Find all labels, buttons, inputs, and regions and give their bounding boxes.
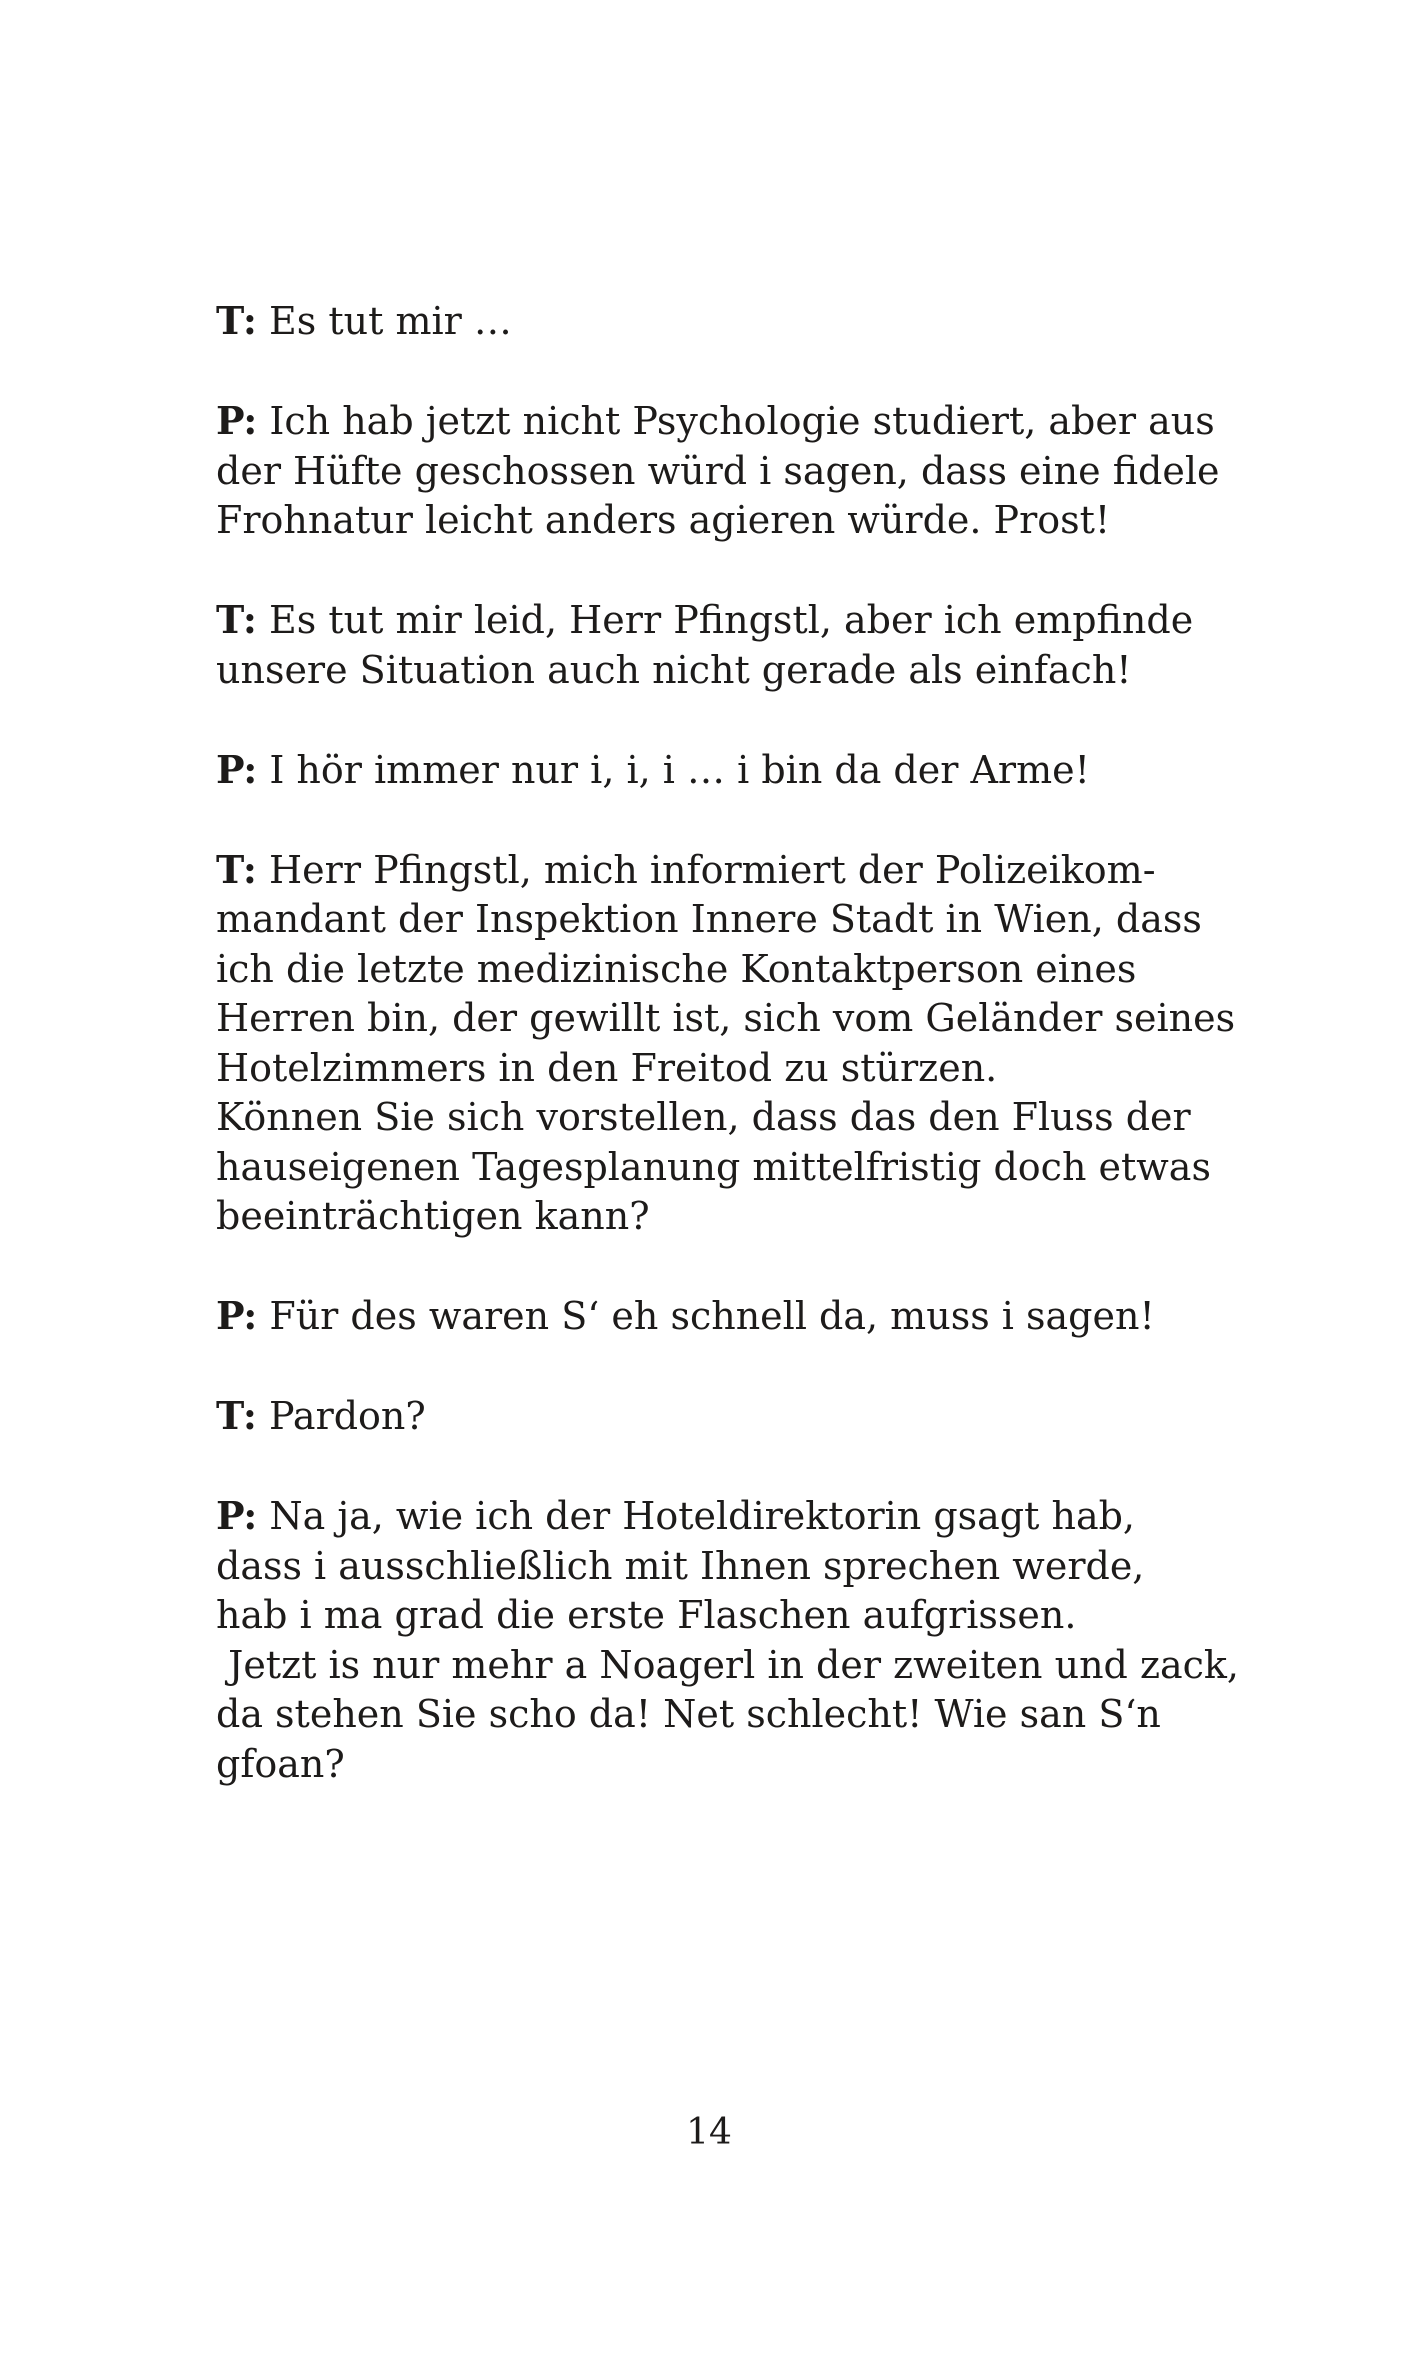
dialogue-line: ich die letzte medizinische Kontaktperson eines xyxy=(216,946,1137,991)
dialogue-line: gfoan? xyxy=(216,1741,345,1786)
dialogue-line: Frohnatur leicht anders agieren würde. Prost! xyxy=(216,498,1111,542)
speaker-label: P: xyxy=(216,1493,258,1538)
page-number: 14 xyxy=(686,2112,732,2153)
dialogue-paragraph xyxy=(216,745,1236,796)
dialogue-line: dass i ausschließlich mit Ihnen sprechen werde, xyxy=(216,1543,1145,1588)
dialogue-line xyxy=(216,296,1236,347)
line-text: Na ja, wie ich der Hoteldirektorin gsagt hab, xyxy=(269,1494,1136,1538)
dialogue-text xyxy=(216,296,1240,1839)
line-text: Es tut mir leid, Herr Pfingstl, aber ich empfinde xyxy=(269,598,1194,642)
dialogue-line: der Hüfte geschossen würd i sagen, dass eine fidele xyxy=(216,448,1220,493)
dialogue-line xyxy=(216,595,1236,646)
dialogue-line xyxy=(216,1291,1236,1342)
dialogue-paragraph xyxy=(216,595,1236,695)
line-text: Herr Pfingstl, mich informiert der Polizeikom- xyxy=(269,847,1156,892)
line-text: Für des waren S‘ eh schnell da, muss i sagen! xyxy=(269,1294,1155,1338)
dialogue-line: Hotelzimmers in den Freitod zu stürzen. xyxy=(216,1045,998,1090)
speaker-label: T: xyxy=(216,846,257,892)
dialogue-paragraph xyxy=(216,845,1236,1242)
speaker-label: P: xyxy=(216,1293,258,1338)
dialogue-line xyxy=(216,1491,1236,1542)
dialogue-line: Jetzt is nur mehr a Noagerl in der zweiten und zack, xyxy=(216,1642,1240,1687)
speaker-label: P: xyxy=(216,398,258,443)
dialogue-line xyxy=(216,1391,1236,1442)
speaker-label: T: xyxy=(216,1393,257,1438)
dialogue-line: hauseigenen Tagesplanung mittelfristig doch etwas xyxy=(216,1144,1211,1189)
speaker-label: T: xyxy=(216,597,257,642)
dialogue-line xyxy=(216,745,1236,796)
dialogue-line: beeinträchtigen kann? xyxy=(216,1194,650,1238)
dialogue-line: unsere Situation auch nicht gerade als einfach! xyxy=(216,647,1132,692)
dialogue-line xyxy=(216,845,1236,896)
dialogue-line: Herren bin, der gewillt ist, sich vom Geländer seines xyxy=(216,996,1236,1040)
dialogue-line xyxy=(216,396,1236,447)
dialogue-paragraph xyxy=(216,396,1236,546)
line-text: I hör immer nur i, i, i … i bin da der Arme! xyxy=(269,747,1090,792)
line-text: Ich hab jetzt nicht Psychologie studiert, aber aus xyxy=(269,399,1215,443)
speaker-label: T: xyxy=(216,298,257,343)
dialogue-line: da stehen Sie scho da! Net schlecht! Wie san S‘n xyxy=(216,1692,1161,1736)
speaker-label: P: xyxy=(216,746,258,792)
dialogue-line: hab i ma grad die erste Flaschen aufgrissen. xyxy=(216,1593,1077,1637)
dialogue-paragraph xyxy=(216,1491,1240,1789)
dialogue-paragraph xyxy=(216,296,1236,347)
dialogue-paragraph xyxy=(216,1391,1236,1442)
line-text: Es tut mir … xyxy=(269,299,512,343)
dialogue-line: Können Sie sich vorstellen, dass das den Fluss der xyxy=(216,1095,1191,1139)
dialogue-line: mandant der Inspektion Innere Stadt in Wien, dass xyxy=(216,897,1202,941)
dialogue-paragraph xyxy=(216,1291,1236,1342)
line-text: Pardon? xyxy=(269,1394,426,1438)
